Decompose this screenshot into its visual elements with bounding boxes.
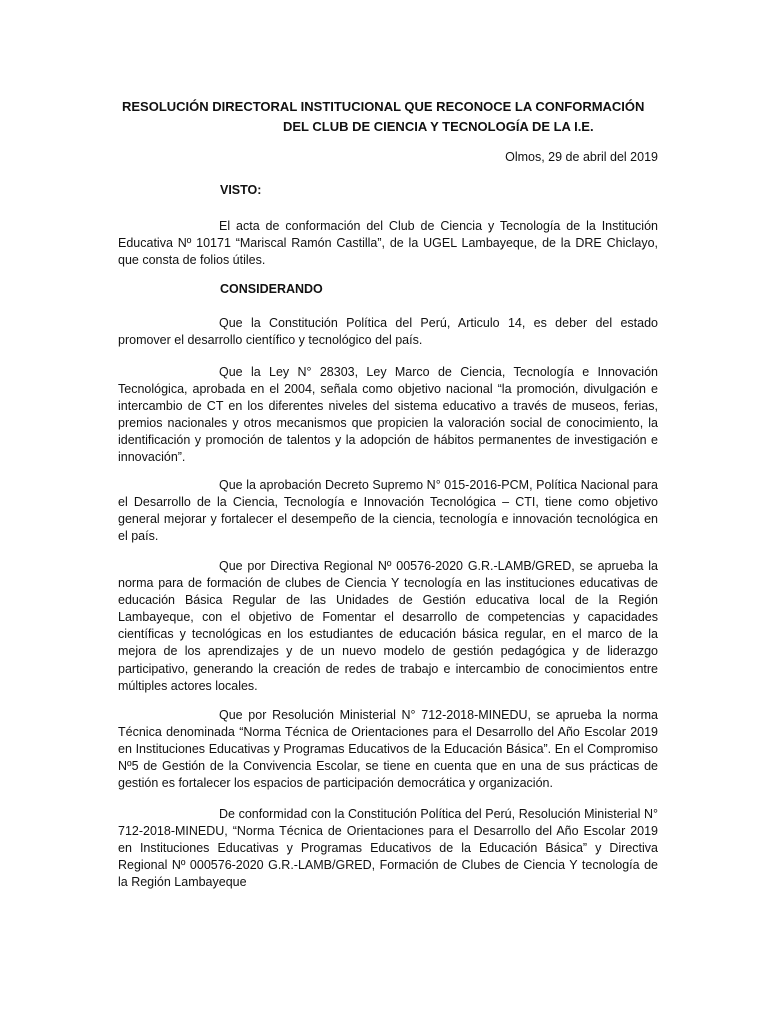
visto-heading: VISTO: [220,183,262,197]
considerando-paragraph-6: De conformidad con la Constitución Política del Perú, Resolución Ministerial N° 712-2018-MINEDU, “Norma Técnica de Orientaciones para el Desarrollo del Año Escolar 2019 en Instituciones Educativas y Programas Educativos de la Educación Básica” y Directiva Regional Nº 000576-2020 G.R.-LAMB/GRED, Formación de Clubes de Ciencia Y tecnología de la Región Lambayeque [118,807,658,890]
considerando-paragraph-5: Que por Resolución Ministerial N° 712-2018-MINEDU, se aprueba la norma Técnica denominada “Norma Técnica de Orientaciones para el Desarrollo del Año Escolar 2019 en Instituciones Educativas y Programas Educativos de la Educación Básica”. En el Compromiso Nº5 de Gestión de la Convivencia Escolar, se tiene en cuenta que en una de sus prácticas de gestión es fortalecer los espacios de participación democrática y organización. [118,708,658,791]
considerando-heading: CONSIDERANDO [220,282,323,296]
considerando-paragraph-4: Que por Directiva Regional Nº 00576-2020 G.R.-LAMB/GRED, se aprueba la norma para de formación de clubes de Ciencia Y tecnología en las instituciones educativas de educación Básica Regular de las Unidades de Gestión educativa local de la Región Lambayeque, con el objetivo de Fomentar el desarrollo de competencias y capacidades científicas y tecnológicas en los estudiantes de educación básica regular, en el marco de la mejora de los aprendizajes y de un nuevo modelo de gestión pedagógica y de liderazgo participativo, generando la creación de redes de trabajo e intercambio de conocimientos entre múltiples actores locales. [118,559,658,693]
document-title-line-1: RESOLUCIÓN DIRECTORAL INSTITUCIONAL QUE RECONOCE LA CONFORMACIÓN [122,99,645,114]
visto-paragraph: El acta de conformación del Club de Ciencia y Tecnología de la Institución Educativa Nº 10171 “Mariscal Ramón Castilla”, de la UGEL Lambayeque, de la DRE Chiclayo, que consta de folios útiles. [118,219,658,268]
considerando-paragraph-2: Que la Ley N° 28303, Ley Marco de Ciencia, Tecnología e Innovación Tecnológica, aprobada en el 2004, señala como objetivo nacional “la promoción, divulgación e intercambio de CT en los diferentes niveles del sistema educativo a través de museos, ferias, premios nacionales y otros mecanismos que propicien la valoración social de conocimiento, la identificación y promoción de talentos y la adopción de hábitos permanentes de investigación e innovación”. [118,365,658,465]
considerando-paragraph-3: Que la aprobación Decreto Supremo N° 015-2016-PCM, Política Nacional para el Desarrollo de la Ciencia, Tecnología e Innovación Tecnológica – CTI, tiene como objetivo general mejorar y fortalecer el desempeño de la ciencia, tecnología e innovación tecnológica en el país. [118,478,658,544]
considerando-paragraph-1: Que la Constitución Política del Perú, Articulo 14, es deber del estado promover el desarrollo científico y tecnológico del país. [118,316,658,348]
document-date: Olmos, 29 de abril del 2019 [505,150,658,164]
document-title-line-2: DEL CLUB DE CIENCIA Y TECNOLOGÍA DE LA I.E. [283,119,594,134]
